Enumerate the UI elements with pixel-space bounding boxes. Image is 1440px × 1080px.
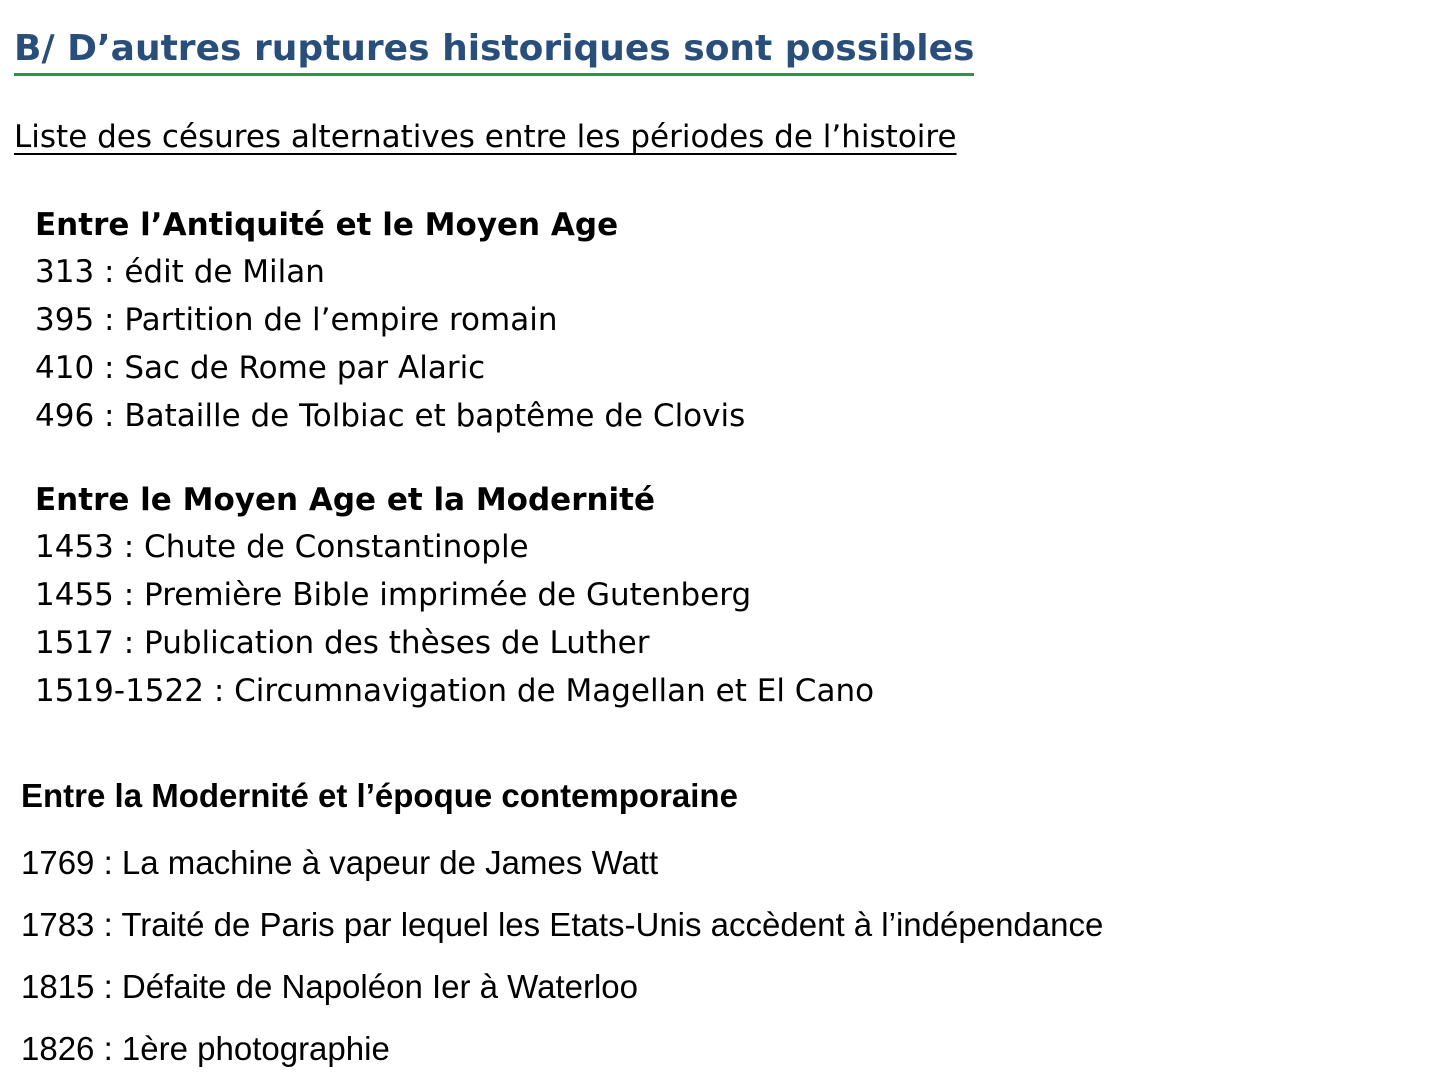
list-item: 1455 : Première Bible imprimée de Gutenberg	[35, 577, 752, 613]
list-item: 410 : Sac de Rome par Alaric	[35, 350, 486, 386]
section-heading: Entre l’Antiquité et le Moyen Age	[35, 207, 619, 243]
list-item: 1826 : 1ère photographie	[21, 1030, 390, 1067]
event-list	[35, 248, 745, 440]
page-subtitle: Liste des césures alternatives entre les périodes de l’histoire	[14, 119, 957, 155]
section-modernite-contemporaine	[21, 770, 1103, 1080]
section-heading: Entre la Modernité et l’époque contemporaine	[21, 777, 738, 814]
list-item: 395 : Partition de l’empire romain	[35, 302, 558, 338]
event-list	[35, 523, 874, 715]
page-title-text: B/ D’autres ruptures historiques sont possibles	[14, 25, 974, 76]
list-item: 1783 : Traité de Paris par lequel les Etats-Unis accèdent à l’indépendance	[21, 906, 1104, 943]
page-title	[14, 22, 974, 76]
section-antiquite-moyen-age	[35, 202, 745, 440]
list-item: 1769 : La machine à vapeur de James Watt	[21, 844, 659, 881]
list-item: 1453 : Chute de Constantinople	[35, 529, 529, 565]
section-moyen-age-modernite	[35, 477, 874, 715]
list-item: 496 : Bataille de Tolbiac et baptême de Clovis	[35, 398, 746, 434]
list-item: 1519-1522 : Circumnavigation de Magellan et El Cano	[35, 673, 875, 709]
section-heading: Entre le Moyen Age et la Modernité	[35, 482, 656, 518]
list-item: 1517 : Publication des thèses de Luther	[35, 625, 650, 661]
event-list	[21, 832, 1103, 1080]
list-item: 1815 : Défaite de Napoléon Ier à Waterloo	[21, 968, 638, 1005]
list-item: 313 : édit de Milan	[35, 254, 325, 290]
